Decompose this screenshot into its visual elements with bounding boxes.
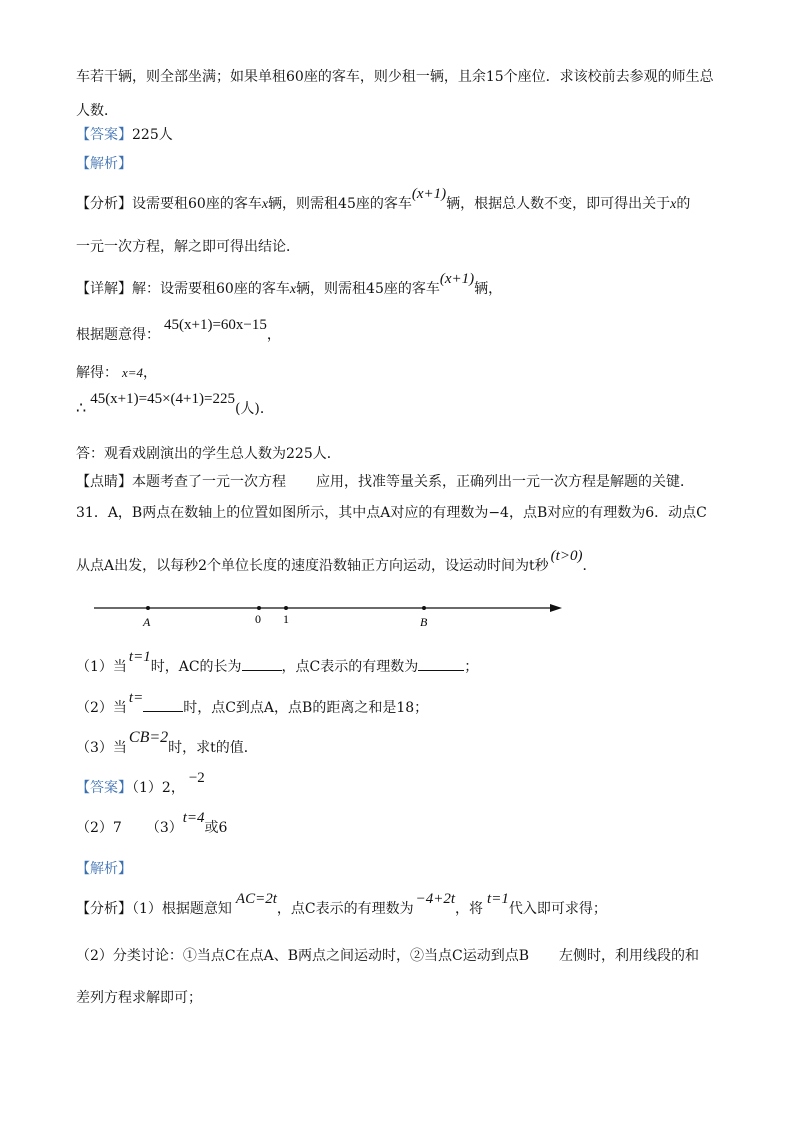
analysis-text: （2）分类讨论：①当点C在点A、B两点之间运动时，②当点C运动到点B <box>76 948 530 964</box>
answer-value: 或6 <box>204 820 228 836</box>
equation: x=4 <box>122 365 144 380</box>
equation-line <box>76 317 281 345</box>
answer-tag: 【答案】 <box>76 127 132 143</box>
answer-value: （3） <box>145 820 183 836</box>
point-one-dot <box>284 606 288 610</box>
answer-value: −2 <box>188 770 205 786</box>
question-text: （3）当 <box>76 740 127 756</box>
question-text: 时，点C到点A，点B的距离之和是18； <box>183 700 429 716</box>
number-line-figure <box>92 596 572 636</box>
detail-text: ， <box>266 327 281 343</box>
analysis-tag-2: 【解析】 <box>76 861 132 877</box>
answer-2-row-b <box>76 810 228 838</box>
analysis-2-line1 <box>76 891 607 919</box>
axis-arrow-icon <box>550 604 562 612</box>
question-text: ； <box>464 659 479 675</box>
label-b: B <box>420 615 428 629</box>
analysis-text: 辆，则需租45座的客车 <box>268 196 412 212</box>
question-text: （1）当 <box>76 659 127 675</box>
equation: 45(x+1)=45×(4+1)=225 <box>90 391 235 407</box>
detail-text: 解得： <box>76 365 118 381</box>
variable-x: x <box>670 197 677 212</box>
therefore-symbol: ∴ <box>76 398 87 417</box>
analysis-text: ，点C表示的有理数为 <box>276 901 414 917</box>
math-expression: −4+2t <box>415 891 456 907</box>
part-1-line <box>76 649 479 677</box>
analysis-2-line3: 差列方程求解即可； <box>76 990 202 1006</box>
answer-value: （1）2， <box>132 780 185 796</box>
problem-text-line1: 车若干辆，则全部坐满；如果单租60座的客车，则少租一辆，且余15个座位．求该校前去参观的师生总 <box>76 69 714 85</box>
answer-2-row <box>76 770 205 798</box>
question-text: ． <box>582 558 597 574</box>
solution-line <box>76 363 157 383</box>
question-text: （2）当 <box>76 700 127 716</box>
answer-row <box>76 125 173 145</box>
answer-value: （2）7 <box>76 820 122 836</box>
analysis-text: 左侧时，利用线段的和 <box>559 948 700 964</box>
math-expression: (x+1) <box>439 271 475 287</box>
analysis-text: 【分析】设需要租60座的客车 <box>76 196 262 212</box>
origin-dot <box>257 606 261 610</box>
analysis-text: ，将 <box>455 901 484 917</box>
answer-blank <box>418 656 464 671</box>
question-text: ，点C表示的有理数为 <box>281 659 419 675</box>
question-31-line1: 31．A，B两点在数轴上的位置如图所示，其中点A对应的有理数为−4，点B对应的有理数为6．动点C <box>76 505 707 521</box>
part-3-line <box>76 729 258 758</box>
math-expression: CB=2 <box>128 729 169 746</box>
problem-text-line2: 人数． <box>76 103 118 119</box>
detail-text: ， <box>143 365 158 381</box>
question-31-line2 <box>76 548 597 576</box>
answer-value: 225人 <box>132 127 173 143</box>
variable-x: x <box>289 282 297 297</box>
unit-text: (人)． <box>234 401 274 417</box>
detail-text: 根据题意得： <box>76 327 160 343</box>
answer-blank <box>143 697 183 712</box>
analysis-text: 的 <box>676 196 691 212</box>
math-expression: t=1 <box>128 649 151 665</box>
analysis-line1 <box>76 186 691 215</box>
analysis-text: 【分析】（1）根据题意知 <box>76 901 232 917</box>
math-expression: (x+1) <box>411 186 447 202</box>
math-condition: (t>0) <box>550 548 583 564</box>
therefore-line <box>76 391 274 419</box>
comment-line <box>76 472 694 492</box>
equation: 45(x+1)=60x−15 <box>164 317 267 333</box>
label-a: A <box>143 615 151 629</box>
detail-text: 【详解】解：设需要租60座的客车 <box>76 281 290 297</box>
answer-tag: 【答案】 <box>76 780 132 796</box>
analysis-line2: 一元一次方程，解之即可得出结论． <box>76 239 300 255</box>
question-text: 时，求t的值． <box>168 740 258 756</box>
analysis-tag: 【解析】 <box>76 156 132 172</box>
conclusion-line: 答：观看戏剧演出的学生总人数为225人． <box>76 446 341 462</box>
math-expression: t=4 <box>182 810 205 826</box>
point-b-dot <box>422 606 426 610</box>
math-expression: AC=2t <box>235 891 277 907</box>
point-a-dot <box>146 606 150 610</box>
math-expression: t= <box>128 690 144 706</box>
variable-x: x <box>261 197 269 212</box>
comment-text: 【点睛】本题考查了一元一次方程 <box>76 474 286 490</box>
label-one: 1 <box>283 612 289 626</box>
math-expression: t=1 <box>487 891 509 907</box>
question-text: 从点A出发，以每秒2个单位长度的速度沿数轴正方向运动，设运动时间为t秒 <box>76 558 549 574</box>
label-zero: 0 <box>255 612 261 626</box>
answer-blank <box>242 656 282 671</box>
detail-text: 辆，则需租45座的客车 <box>296 281 440 297</box>
detail-line1 <box>76 271 503 300</box>
part-2-line <box>76 690 429 718</box>
detail-text: 辆， <box>474 281 503 297</box>
comment-text: 应用，找准等量关系，正确列出一元一次方程是解题的关键． <box>316 474 694 490</box>
analysis-text: 辆，根据总人数不变，即可得出关于 <box>446 196 671 212</box>
analysis-text: 代入即可求得； <box>508 901 607 917</box>
analysis-2-line2 <box>76 946 699 966</box>
question-text: 时，AC的长为 <box>150 659 242 675</box>
